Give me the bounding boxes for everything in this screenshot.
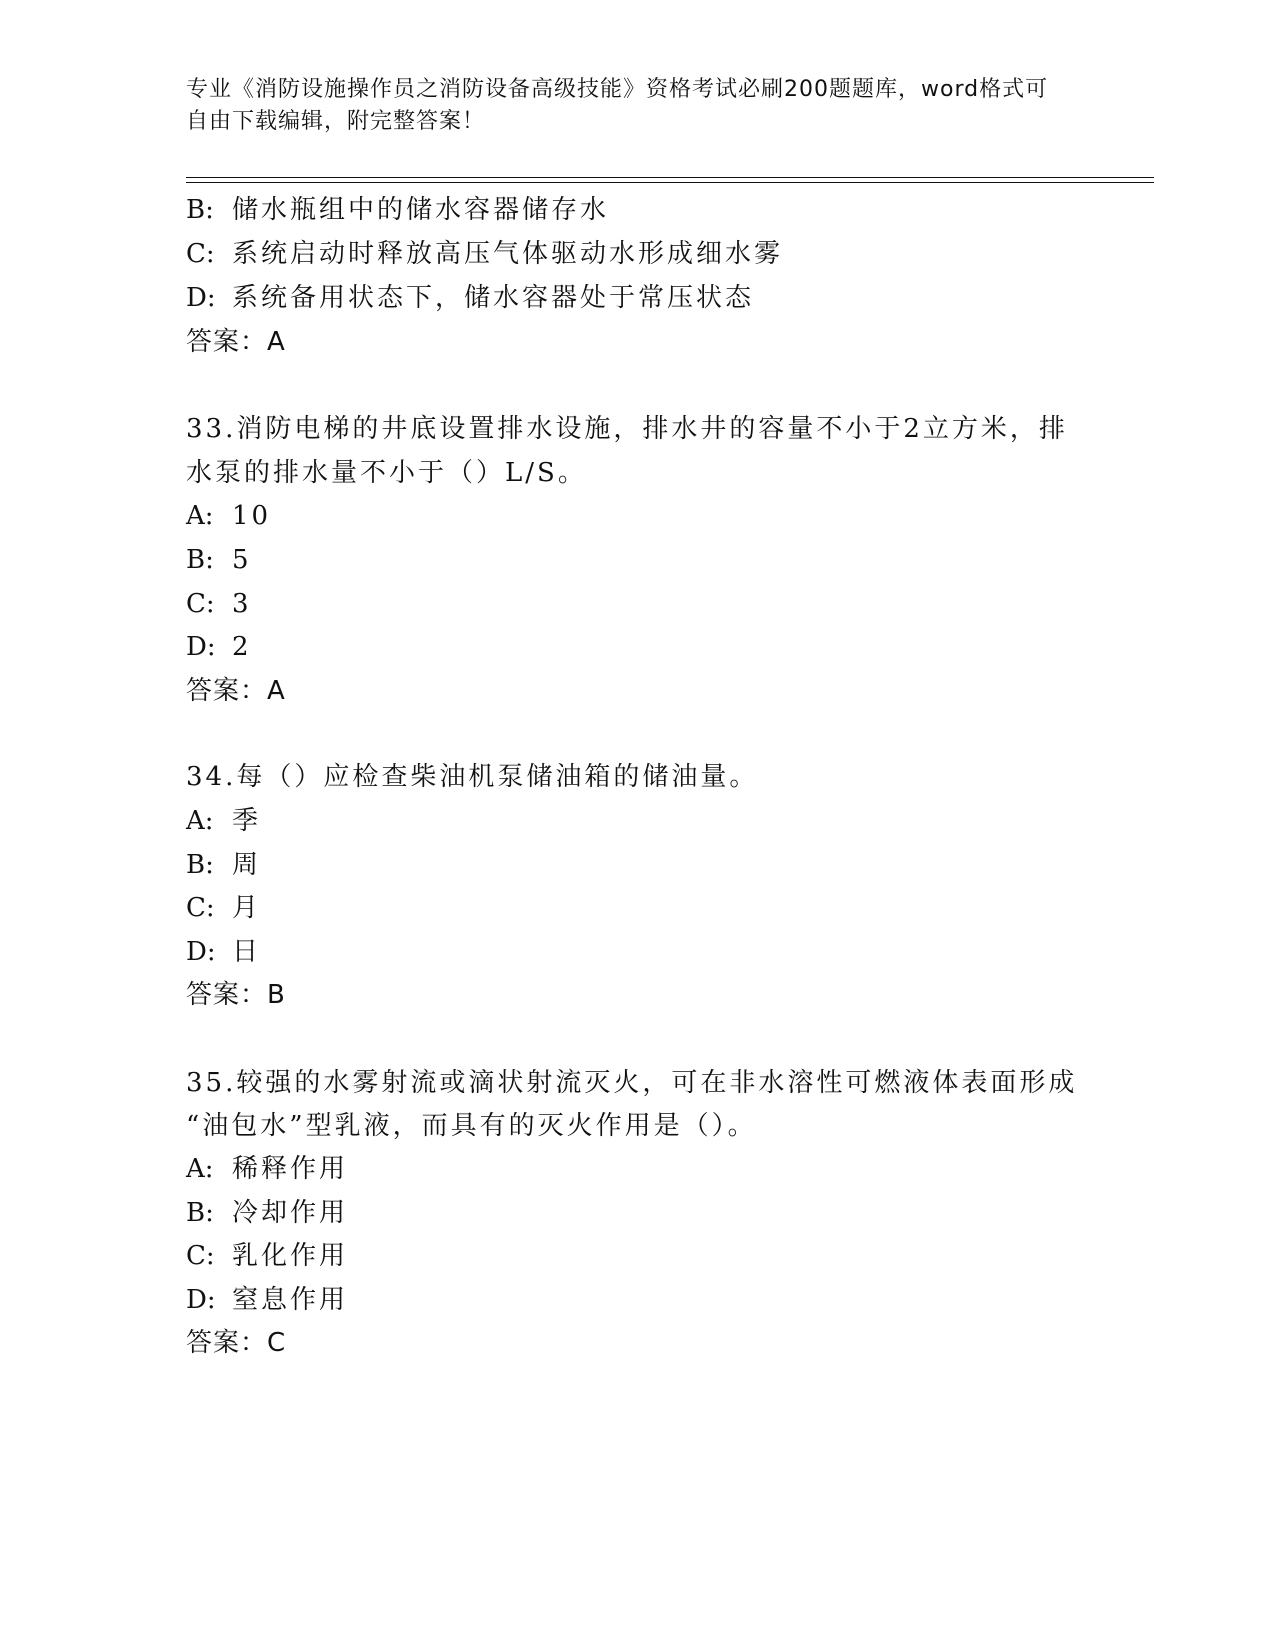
option-text: 系统备用状态下，储水容器处于常压状态 [232, 283, 755, 313]
option-a [186, 804, 261, 838]
option-text: 稀释作用 [232, 1154, 349, 1184]
option-label: A: [186, 806, 214, 836]
option-b [186, 1196, 348, 1230]
option-b [186, 543, 252, 577]
answer-line: 答案：A [186, 327, 286, 357]
option-label: C: [186, 589, 215, 619]
option-label: B: [186, 195, 214, 225]
option-d [186, 935, 261, 969]
option-c [186, 1239, 348, 1273]
option-text: 窒息作用 [232, 1285, 349, 1315]
answer-line: 答案：C [186, 1328, 287, 1358]
option-label: C: [186, 893, 215, 923]
document-header: 专业《消防设施操作员之消防设备高级技能》资格考试必刷200题题库，word格式可自由下载编辑，附完整答案！ [186, 77, 1049, 134]
option-label: B: [186, 1198, 214, 1228]
option-label: B: [186, 850, 214, 880]
option-label: D: [186, 283, 216, 313]
answer-line: 答案：B [186, 980, 286, 1010]
option-text: 季 [232, 806, 262, 836]
option-text: 5 [232, 545, 252, 575]
option-text: 10 [232, 501, 272, 531]
option-c [186, 891, 261, 925]
option-b [186, 193, 609, 227]
option-c [186, 587, 252, 621]
option-text: 周 [232, 850, 262, 880]
option-label: D: [186, 937, 216, 967]
option-text: 3 [232, 589, 252, 619]
question-33-stem-line-1: 33.消防电梯的井底设置排水设施，排水井的容量不小于2立方米，排 [186, 414, 1068, 444]
option-label: A: [186, 501, 214, 531]
option-d [186, 1283, 348, 1317]
option-label: A: [186, 1154, 214, 1184]
option-text: 日 [232, 937, 262, 967]
option-text: 乳化作用 [232, 1241, 349, 1271]
option-text: 系统启动时释放高压气体驱动水形成细水雾 [232, 239, 784, 269]
option-text: 2 [232, 632, 252, 662]
option-label: D: [186, 632, 216, 662]
option-label: B: [186, 545, 214, 575]
option-d [186, 630, 252, 664]
option-text: 冷却作用 [232, 1198, 349, 1228]
option-c [186, 237, 783, 271]
option-text: 月 [232, 893, 262, 923]
option-label: C: [186, 239, 215, 269]
question-33-stem-line-2: 水泵的排水量不小于（）L/S。 [186, 458, 587, 488]
question-35-stem-line-2: “油包水”型乳液，而具有的灭火作用是（）。 [186, 1111, 757, 1141]
option-b [186, 848, 261, 882]
question-35-stem-line-1: 35.较强的水雾射流或滴状射流灭火，可在非水溶性可燃液体表面形成 [186, 1068, 1078, 1098]
question-34-stem-line-1: 34.每（）应检查柴油机泵储油箱的储油量。 [186, 762, 759, 792]
option-label: C: [186, 1241, 215, 1271]
option-a [186, 1152, 348, 1186]
option-label: D: [186, 1285, 216, 1315]
option-a [186, 499, 271, 533]
option-d [186, 281, 754, 315]
option-text: 储水瓶组中的储水容器储存水 [232, 195, 610, 225]
answer-line: 答案：A [186, 676, 286, 706]
header-rule-top [186, 177, 1154, 178]
header-rule-bottom [186, 182, 1154, 183]
